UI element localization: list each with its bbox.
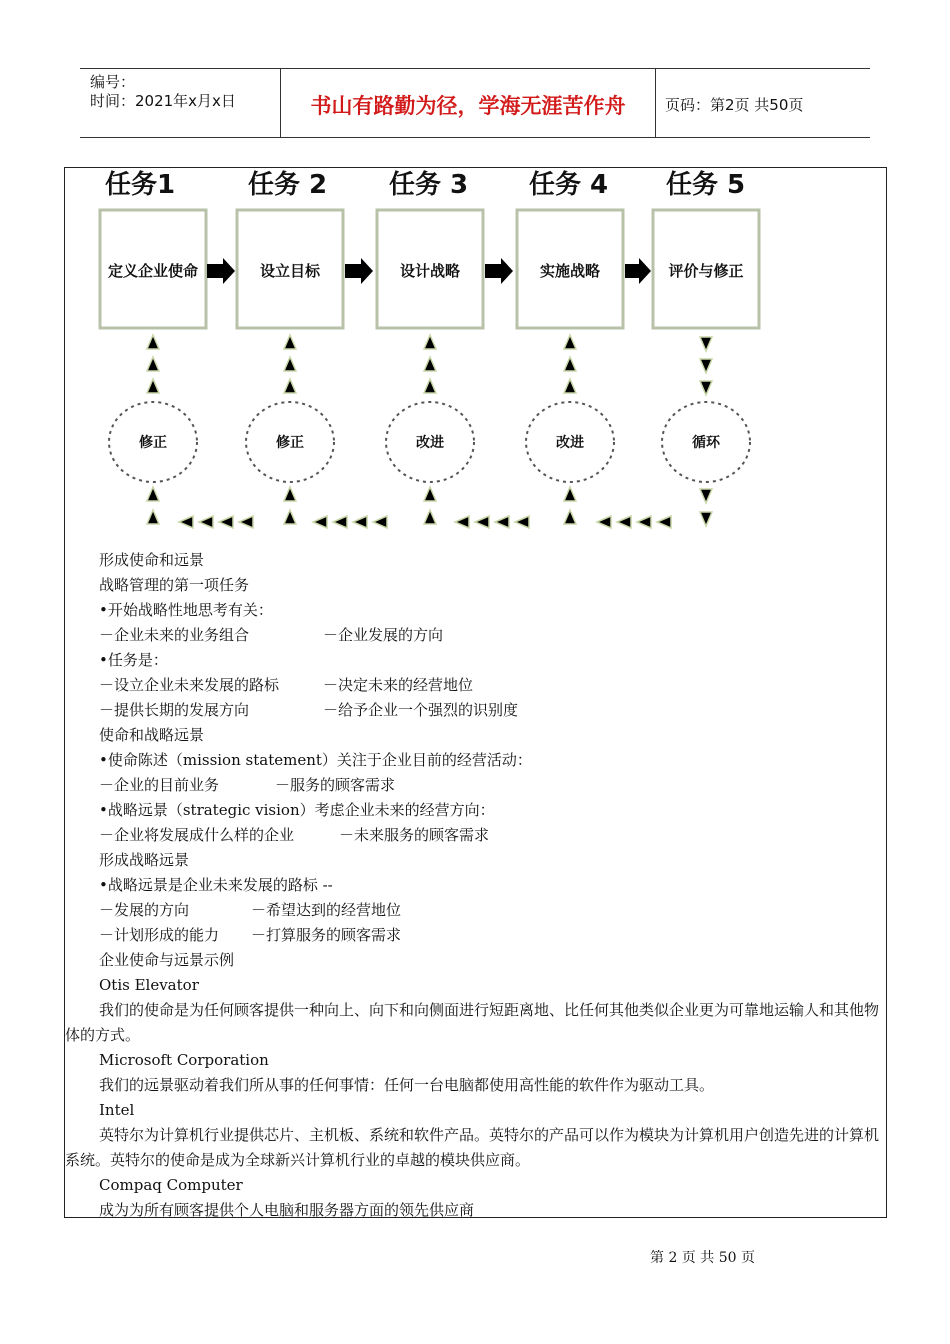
content-frame — [64, 167, 887, 1218]
dash-item: －企业发展的方向 — [323, 626, 444, 644]
dash-item: －希望达到的经营地位 — [251, 901, 402, 919]
bullet-line: •战略远景（strategic vision）考虑企业未来的经营方向： — [99, 801, 495, 819]
heading-mission-vision: 形成使命和远景 — [99, 551, 205, 569]
company-name: Microsoft Corporation — [99, 1051, 269, 1069]
header-center-cell — [280, 69, 656, 137]
feedback-label-2: 修正 — [276, 435, 304, 451]
right-arrow-3-4 — [485, 258, 513, 284]
task-1-title: 任务1 — [105, 170, 176, 200]
page-info: 页码：第2页 共50页 — [665, 96, 804, 114]
strategy-process-diagram — [65, 168, 886, 538]
dash-item: －设立企业未来发展的路标 — [99, 676, 280, 694]
dash-item: －打算服务的顾客需求 — [251, 926, 402, 944]
dash-item: －决定未来的经营地位 — [323, 676, 474, 694]
body-text — [65, 548, 886, 1223]
page-header — [80, 68, 870, 138]
vision-paragraph: 我们的远景驱动着我们所从事的任何事情：任何一台电脑都使用高性能的软件作为驱动工具。 — [99, 1076, 715, 1094]
feedback-label-3: 改进 — [416, 435, 444, 451]
heading-line: 使命和战略远景 — [99, 726, 205, 744]
bullet-line: •任务是： — [99, 651, 168, 669]
mission-paragraph: 英特尔为计算机行业提供芯片、主机板、系统和软件产品。英特尔的产品可以作为模块为计算机用户创造先进的计算机系统。英特尔的使命是成为全球新兴计算机行业的卓越的模块供应商。 — [65, 1126, 880, 1169]
bullet-line: •使命陈述（mission statement）关注于企业目前的经营活动： — [99, 751, 532, 769]
heading-line: 企业使命与远景示例 — [99, 951, 235, 969]
bullet-line: •战略远景是企业未来发展的路标 -- — [99, 876, 333, 894]
feedback-label-5: 循环 — [692, 435, 720, 451]
bullet-line: •开始战略性地思考有关： — [99, 601, 273, 619]
feedback-label-4: 改进 — [556, 435, 584, 451]
dash-item: －企业的目前业务 — [99, 776, 220, 794]
heading-line: 形成战略远景 — [99, 851, 190, 869]
text-line: 战略管理的第一项任务 — [99, 576, 250, 594]
dash-item: －提供长期的发展方向 — [99, 701, 250, 719]
dash-item: －未来服务的顾客需求 — [339, 826, 490, 844]
dash-item: －企业将发展成什么样的企业 — [99, 826, 295, 844]
feedback-label-1: 修正 — [139, 435, 167, 451]
dash-item: －给予企业一个强烈的识别度 — [323, 701, 519, 719]
company-name: Otis Elevator — [99, 976, 199, 994]
time-label: 时间：2021年x月x日 — [90, 92, 236, 110]
company-name: Intel — [99, 1101, 135, 1119]
mission-paragraph: 我们的使命是为任何顾客提供一种向上、向下和向侧面进行短距离地、比任何其他类似企业更为可靠地运输人和其他物体的方式。 — [65, 1001, 880, 1044]
mission-paragraph: 成为为所有顾客提供个人电脑和服务器方面的领先供应商 — [99, 1201, 475, 1219]
header-right-cell — [655, 69, 870, 137]
step-label-4: 实施战略 — [539, 262, 601, 280]
company-name: Compaq Computer — [99, 1176, 243, 1194]
right-arrow-1-2 — [207, 258, 235, 284]
task-4-title: 任务 4 — [529, 170, 609, 200]
dash-item: －发展的方向 — [99, 901, 190, 919]
feedback-arrows-up — [147, 335, 576, 524]
dash-item: －计划形成的能力 — [99, 926, 220, 944]
right-arrow-2-3 — [345, 258, 373, 284]
dash-item: －服务的顾客需求 — [275, 776, 396, 794]
motto: 书山有路勤为径，学海无涯苦作舟 — [310, 94, 626, 118]
step-label-2: 设立目标 — [259, 262, 321, 280]
page-footer: 第 2 页 共 50 页 — [650, 1250, 755, 1266]
dash-item: －企业未来的业务组合 — [99, 626, 250, 644]
task-3-title: 任务 3 — [389, 170, 469, 200]
right-arrow-4-5 — [625, 258, 651, 284]
step-label-5: 评价与修正 — [668, 262, 744, 280]
step-label-1: 定义企业使命 — [107, 262, 199, 280]
task-2-title: 任务 2 — [248, 170, 328, 200]
task-5-title: 任务 5 — [666, 170, 746, 200]
number-label: 编号： — [90, 73, 136, 91]
header-left-cell — [80, 69, 280, 137]
step-label-3: 设计战略 — [399, 262, 461, 280]
